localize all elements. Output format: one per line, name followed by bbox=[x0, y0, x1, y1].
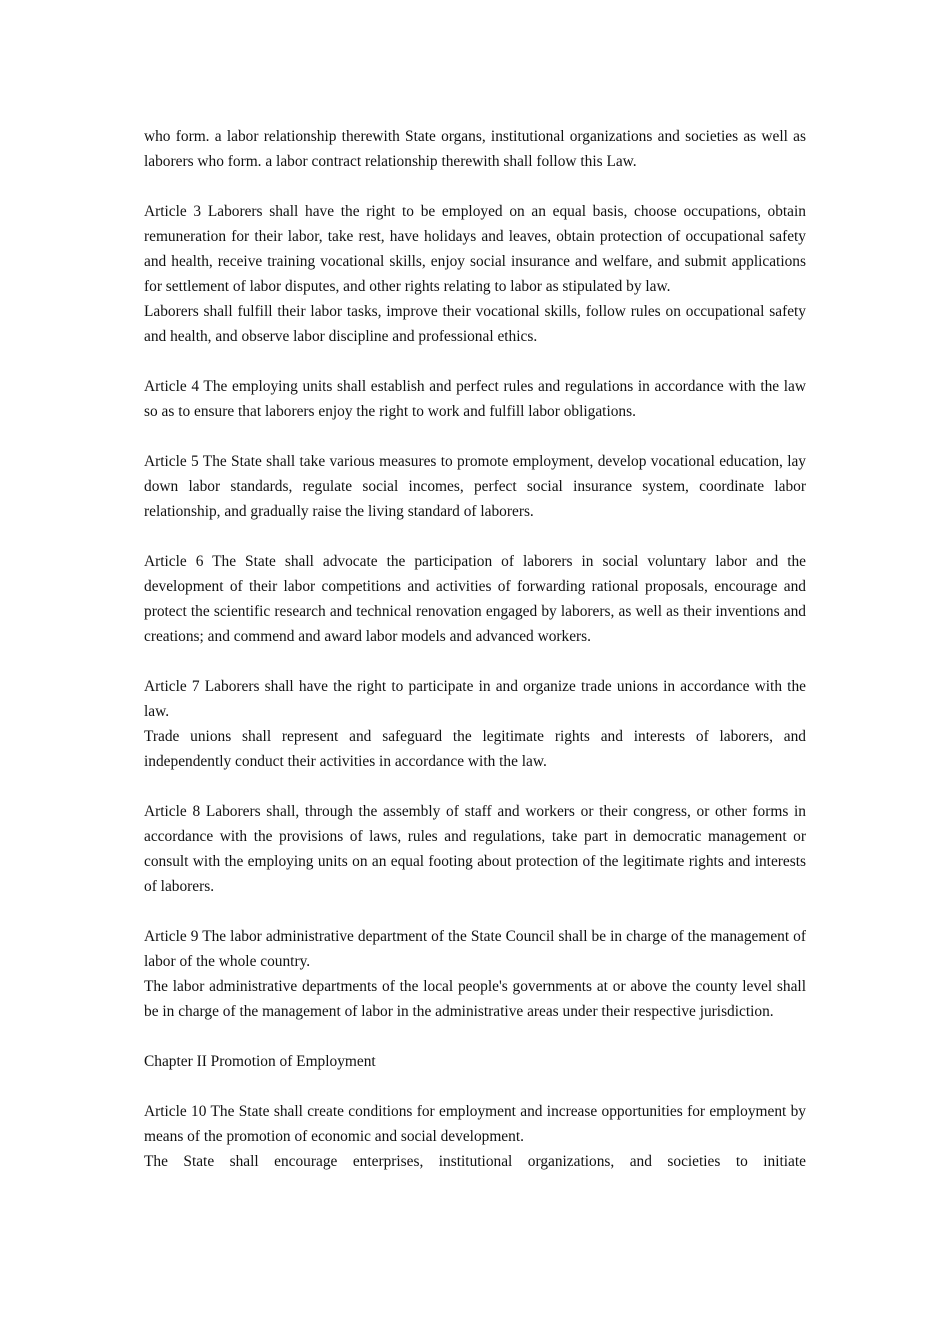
paragraph-article-7: Article 7 Laborers shall have the right to participate in and organize trade unions in accordance with the law. bbox=[144, 678, 806, 720]
paragraph-article-3-cont: Laborers shall fulfill their labor tasks, improve their vocational skills, follow rules on occupational safety and health, and observe labor discipline and professional ethics. bbox=[144, 303, 806, 345]
paragraph-article-10: Article 10 The State shall create conditions for employment and increase opportunities for employment by means of the promotion of economic and social development. bbox=[144, 1103, 806, 1145]
paragraph-article-3: Article 3 Laborers shall have the right to be employed on an equal basis, choose occupations, obtain remuneration for their labor, take rest, have holidays and leaves, obtain protection of occupational safety and health, receive training vocational skills, enjoy social insurance and welfare, and submit applications for settlement of labor disputes, and other rights relating to labor as stipulated by law. bbox=[144, 203, 806, 295]
document-page bbox=[144, 124, 806, 1174]
paragraph-article-5: Article 5 The State shall take various measures to promote employment, develop vocational education, lay down labor standards, regulate social incomes, perfect social insurance system, coordinate labor relationship, and gradually raise the living standard of laborers. bbox=[144, 453, 806, 520]
paragraph-article-9: Article 9 The labor administrative department of the State Council shall be in charge of the management of labor of the whole country. bbox=[144, 928, 806, 970]
paragraph-article-8: Article 8 Laborers shall, through the assembly of staff and workers or their congress, or other forms in accordance with the provisions of laws, rules and regulations, take part in democratic management or consult with the employing units on an equal footing about protection of the legitimate rights and interests of laborers. bbox=[144, 803, 806, 895]
paragraph-article-7-cont: Trade unions shall represent and safeguard the legitimate rights and interests of laborers, and independently conduct their activities in accordance with the law. bbox=[144, 728, 806, 770]
paragraph-article-9-cont: The labor administrative departments of the local people's governments at or above the county level shall be in charge of the management of labor in the administrative areas under their respective jurisdiction. bbox=[144, 978, 806, 1020]
paragraph-continuation: who form. a labor relationship therewith State organs, institutional organizations and societies as well as laborers who form. a labor contract relationship therewith shall follow this Law. bbox=[144, 128, 806, 170]
paragraph-article-4: Article 4 The employing units shall establish and perfect rules and regulations in accordance with the law so as to ensure that laborers enjoy the right to work and fulfill labor obligations. bbox=[144, 378, 806, 420]
chapter-heading: Chapter II Promotion of Employment bbox=[144, 1053, 376, 1070]
paragraph-article-10-cont: The State shall encourage enterprises, institutional organizations, and societies to initiate bbox=[144, 1153, 806, 1170]
paragraph-article-6: Article 6 The State shall advocate the participation of laborers in social voluntary labor and the development of their labor competitions and activities of forwarding rational proposals, encourage and protect the scientific research and technical renovation engaged by laborers, as well as their inventions and creations; and commend and award labor models and advanced workers. bbox=[144, 553, 806, 645]
